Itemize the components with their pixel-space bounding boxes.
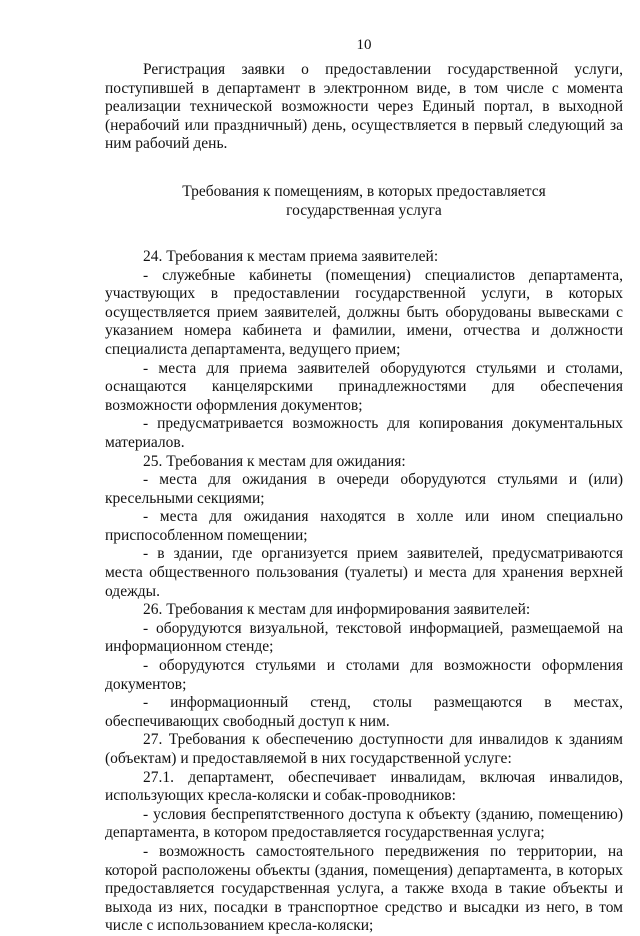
paragraph-25-title: 25. Требования к местам для ожидания: [143,452,406,470]
paragraph-27-1: 27.1. департамент, обеспечивает инвалидам, включая инвалидов, использующих кресла-коляски и собак-проводников: [105,768,623,805]
paragraph-26-title: 26. Требования к местам для информирования заявителей: [143,601,531,619]
document-body [105,61,623,936]
paragraph-24-item-3: - предусматривается возможность для копирования документальных материалов. [105,415,623,451]
section-heading-line-2: государственная услуга [286,202,442,220]
paragraph-24-item-2: - места для приема заявителей оборудуются стульями и столами, оснащаются канцелярскими принадлежностями для обеспечения возможности оформления документов; [105,359,623,414]
page-number: 10 [356,37,372,53]
section-heading-line-1: Требования к помещениям, в которых предоставляется [182,182,546,200]
intro-paragraph: Регистрация заявки о предоставлении государственной услуги, поступившей в департамент в электронном виде, в том числе с момента реализации технической возможности через Единый портал, в выходной (нерабочий или праздничный) день, осуществляется в первый следующий за ним рабочий день. [105,61,623,153]
paragraph-25-item-2: - места для ожидания находятся в холле или ином специально приспособленном помещении; [105,508,623,544]
paragraph-26-item-2: - оборудуются стульями и столами для возможности оформления документов; [105,657,623,693]
paragraph-24-item-1: - служебные кабинеты (помещения) специалистов департамента, участвующих в предоставлении государственной услуги, в которых осуществляется прием заявителей, должны быть оборудованы вывесками с указанием номера кабинета и фамилии, имени, отчества и должности специалиста департамента, ведущего прием; [105,266,623,358]
paragraph-26-item-3: - информационный стенд, столы размещаются в местах, обеспечивающих свободный доступ к ним. [105,694,623,730]
section-heading [105,182,623,221]
paragraph-25-item-3: - в здании, где организуется прием заявителей, предусматриваются места общественного пользования (туалеты) и места для хранения верхней одежды. [105,545,623,600]
paragraph-27-title: 27. Требования к обеспечению доступности для инвалидов к зданиям (объектам) и предоставляемой в них государственной услуге: [105,731,623,767]
paragraph-24-title: 24. Требования к местам приема заявителей: [143,247,439,265]
paragraph-25-item-1: - места для ожидания в очереди оборудуются стульями и (или) кресельными секциями; [105,471,623,507]
paragraph-26-item-1: - оборудуются визуальной, текстовой информацией, размещаемой на информационном стенде; [105,619,623,656]
paragraph-27-1-item-2: - возможность самостоятельного передвижения по территории, на которой расположены объекты (здания, помещения) департамента, в которых предоставляется государственная услуга, а также входа в такие объекты и выхода из них, посадки в транспортное средство и высадки из него, в том числе с использованием кресла-коляски; [105,842,623,935]
paragraph-27-1-item-1: - условия беспрепятственного доступа к объекту (зданию, помещению) департамента, в котором предоставляется государственная услуга; [105,805,623,842]
